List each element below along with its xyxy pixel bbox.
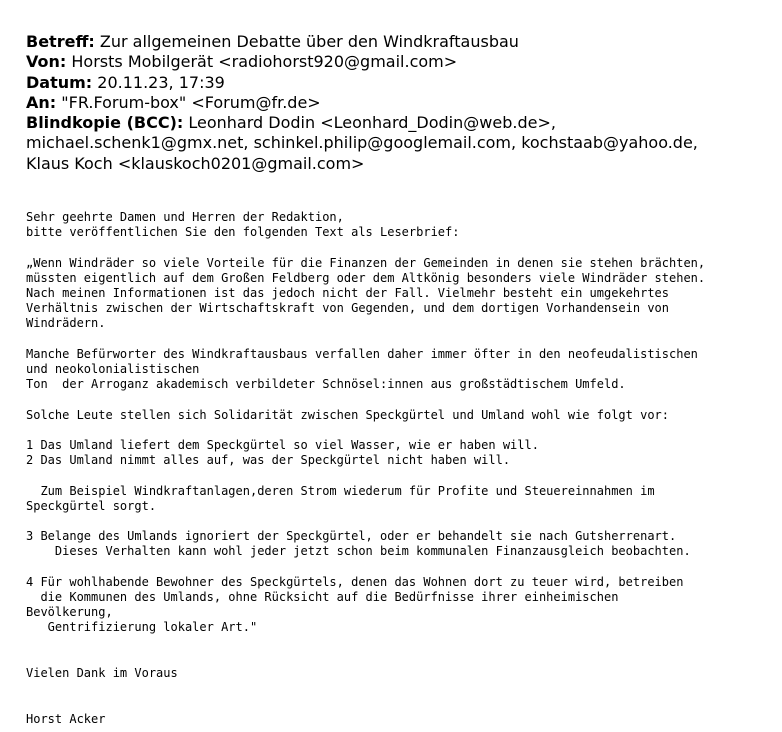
body-line: 3 Belange des Umlands ignoriert der Speckgürtel, oder er behandelt sie nach Gutsherrenart. [26, 529, 677, 544]
body-line [26, 651, 776, 666]
body-line: Windrädern. [26, 316, 106, 331]
body-line: 1 Das Umland liefert dem Speckgürtel so viel Wasser, wie er haben will. [26, 437, 539, 452]
body-line: und neokolonialistischen [26, 362, 200, 376]
body-line: Gentrifizierung lokaler Art." [26, 620, 258, 635]
body-line: Sehr geehrte Damen und Herren der Redaktion, [26, 210, 344, 224]
body-line: Speckgürtel sorgt. [26, 498, 157, 513]
body-line: bitte veröffentlichen Sie den folgenden Text als Leserbrief: [26, 225, 460, 240]
body-line: Horst Acker [26, 711, 106, 726]
bcc-value-line1: Leonhard Dodin <Leonhard_Dodin@web.de>, [188, 113, 556, 133]
body-line: Verhältnis zwischen der Wirtschaftskraft von Gegenden, und dem dortigen Vorhandensein von [26, 301, 669, 316]
email-headers [26, 32, 766, 174]
body-line: Vielen Dank im Voraus [26, 665, 178, 680]
body-line: Dieses Verhalten kann wohl jeder jetzt schon beim kommunalen Finanzausgleich beobachten. [26, 544, 691, 559]
body-line: Bevölkerung, [26, 605, 113, 620]
from-value: Horsts Mobilgerät <radiohorst920@gmail.com> [71, 52, 458, 72]
body-line: Nach meinen Informationen ist das jedoch nicht der Fall. Vielmehr besteht ein umgekehrtes [26, 286, 669, 300]
body-line [26, 468, 776, 483]
body-line [26, 696, 776, 711]
body-line: Solche Leute stellen sich Solidarität zwischen Speckgürtel und Umland wohl wie folgt vor: [26, 407, 669, 422]
body-line [26, 392, 776, 407]
date-label: Datum: [26, 72, 93, 92]
subject-line [26, 32, 766, 52]
bcc-line [26, 113, 766, 133]
to-value: "FR.Forum-box" <Forum@fr.de> [61, 92, 321, 112]
body-line: 2 Das Umland nimmt alles auf, was der Speckgürtel nicht haben will. [26, 453, 511, 468]
bcc-value-line2: michael.schenk1@gmx.net, schinkel.philip@googlemail.com, kochstaab@yahoo.de, [26, 133, 698, 153]
body-line [26, 560, 776, 575]
body-line: Zum Beispiel Windkraftanlagen,deren Strom wiederum für Profite und Steuereinnahmen im [26, 483, 655, 498]
from-label: Von: [26, 52, 67, 72]
email-body [26, 210, 776, 727]
bcc-value-line3: Klaus Koch <klauskoch0201@gmail.com> [26, 153, 365, 173]
body-line: die Kommunen des Umlands, ohne Rücksicht auf die Bedürfnisse ihrer einheimischen [26, 589, 619, 604]
to-label: An: [26, 92, 57, 112]
body-line: Manche Befürworter des Windkraftausbaus verfallen daher immer öfter in den neofeudalistischen [26, 346, 698, 361]
body-line [26, 332, 776, 347]
body-line: müssten eigentlich auf dem Großen Feldberg oder dem Altkönig besonders viele Windräder stehen. [26, 270, 706, 285]
subject-label: Betreff: [26, 32, 95, 51]
body-line [26, 240, 776, 255]
body-line: 4 Für wohlhabende Bewohner des Speckgürtels, denen das Wohnen dort zu teuer wird, betreiben [26, 574, 684, 589]
body-line [26, 681, 776, 696]
body-line: Ton der Arroganz akademisch verbildeter Schnösel:innen aus großstädtischem Umfeld. [26, 377, 626, 392]
bcc-label: Blindkopie (BCC): [26, 113, 184, 133]
subject-value: Zur allgemeinen Debatte über den Windkraftausbau [99, 32, 519, 51]
from-line [26, 52, 766, 72]
date-value: 20.11.23, 17:39 [97, 72, 225, 92]
body-line: „Wenn Windräder so viele Vorteile für die Finanzen der Gemeinden in denen sie stehen brächten, [26, 255, 706, 270]
body-line [26, 636, 776, 651]
to-line [26, 93, 766, 113]
body-line [26, 423, 776, 438]
date-line [26, 73, 766, 93]
body-line [26, 514, 776, 529]
